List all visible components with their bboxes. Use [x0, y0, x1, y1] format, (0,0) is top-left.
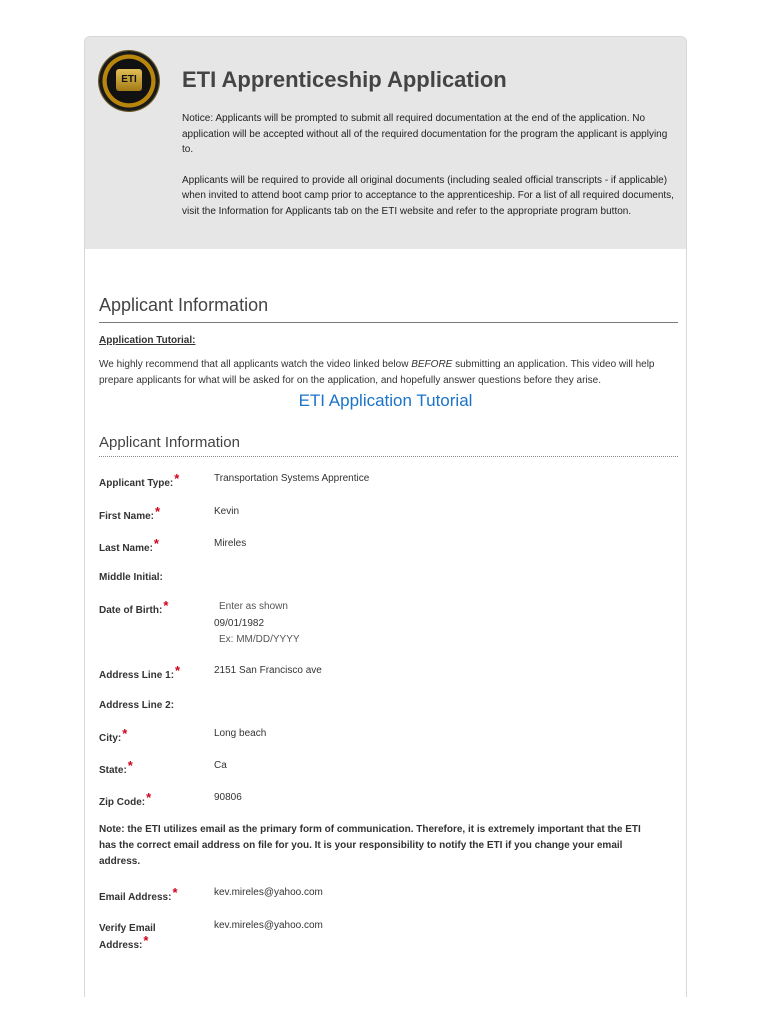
- address2-label: Address Line 2:: [99, 700, 175, 711]
- state-label: State:: [99, 765, 127, 776]
- applicant-type-value[interactable]: Transportation Systems Apprentice: [214, 473, 370, 484]
- applicant-type-label: Applicant Type:: [99, 478, 174, 489]
- dob-value[interactable]: 09/01/1982: [214, 618, 265, 629]
- tutorial-label: Application Tutorial:: [99, 335, 196, 346]
- required-asterisk: *: [175, 663, 181, 678]
- first-name-label: First Name:: [99, 511, 155, 522]
- verify-email-label-line2: Address:: [99, 940, 143, 951]
- middle-initial-label: Middle Initial:: [99, 572, 163, 583]
- required-asterisk: *: [172, 885, 178, 900]
- subsection-title: Applicant Information: [99, 434, 678, 457]
- email-note: Note: the ETI utilizes email as the primary form of communication. Therefore, it is extremely important that the ETI has the correct email address on file for you. It is your responsibility to notify the ETI if you change your email address.: [99, 824, 641, 867]
- dob-hint-bottom: Ex: MM/DD/YYYY: [219, 634, 300, 645]
- verify-email-label-line1: Verify Email: [99, 923, 156, 934]
- zip-value[interactable]: 90806: [214, 792, 242, 803]
- last-name-value[interactable]: Mireles: [214, 538, 247, 549]
- last-name-label: Last Name:: [99, 543, 153, 554]
- required-asterisk: *: [127, 758, 133, 773]
- required-asterisk: *: [122, 726, 128, 741]
- tutorial-text-part: We highly recommend that all applicants watch the video linked below: [99, 359, 412, 370]
- required-asterisk: *: [163, 598, 169, 613]
- address1-value[interactable]: 2151 San Francisco ave: [214, 665, 322, 676]
- required-asterisk: *: [174, 471, 180, 486]
- application-header: [85, 37, 686, 249]
- logo-text: ETI: [116, 69, 142, 91]
- first-name-value[interactable]: Kevin: [214, 506, 240, 517]
- verify-email-value[interactable]: kev.mireles@yahoo.com: [214, 920, 323, 931]
- application-card: [84, 36, 687, 997]
- city-label: City:: [99, 733, 122, 744]
- required-asterisk: *: [153, 536, 159, 551]
- page-title: ETI Apprenticeship Application: [182, 67, 507, 92]
- notice-paragraph-1: Notice: Applicants will be prompted to submit all required documentation at the end of the application. No application will be accepted without all of the required documentation for the program the applicant is applying to.: [182, 113, 668, 155]
- tutorial-link[interactable]: ETI Application Tutorial: [298, 391, 473, 410]
- required-asterisk: *: [146, 790, 152, 805]
- email-value[interactable]: kev.mireles@yahoo.com: [214, 887, 323, 898]
- dob-hint-top: Enter as shown: [219, 601, 288, 612]
- notice-paragraph-2: Applicants will be required to provide all original documents (including sealed official transcripts - if applicable) when invited to attend boot camp prior to acceptance to the apprenticeship. For a list of all required documents, visit the Information for Applicants tab on the ETI website and refer to the appropriate program button.: [182, 174, 674, 217]
- state-value[interactable]: Ca: [214, 760, 227, 771]
- tutorial-description: [99, 357, 674, 389]
- tutorial-text-part: submitting an application. This video will help prepare applicants for what will be asked for on the application, and hopefully answer questions before they arise.: [99, 359, 655, 386]
- eti-seal-logo: [99, 51, 159, 111]
- notice-block: [182, 111, 674, 234]
- required-asterisk: *: [143, 933, 149, 948]
- city-value[interactable]: Long beach: [214, 728, 267, 739]
- section-title: Applicant Information: [99, 295, 678, 323]
- address1-label: Address Line 1:: [99, 670, 175, 681]
- dob-label: Date of Birth:: [99, 605, 163, 616]
- zip-label: Zip Code:: [99, 797, 146, 808]
- email-label: Email Address:: [99, 892, 172, 903]
- required-asterisk: *: [155, 504, 161, 519]
- tutorial-text-emphasis: BEFORE: [411, 359, 453, 370]
